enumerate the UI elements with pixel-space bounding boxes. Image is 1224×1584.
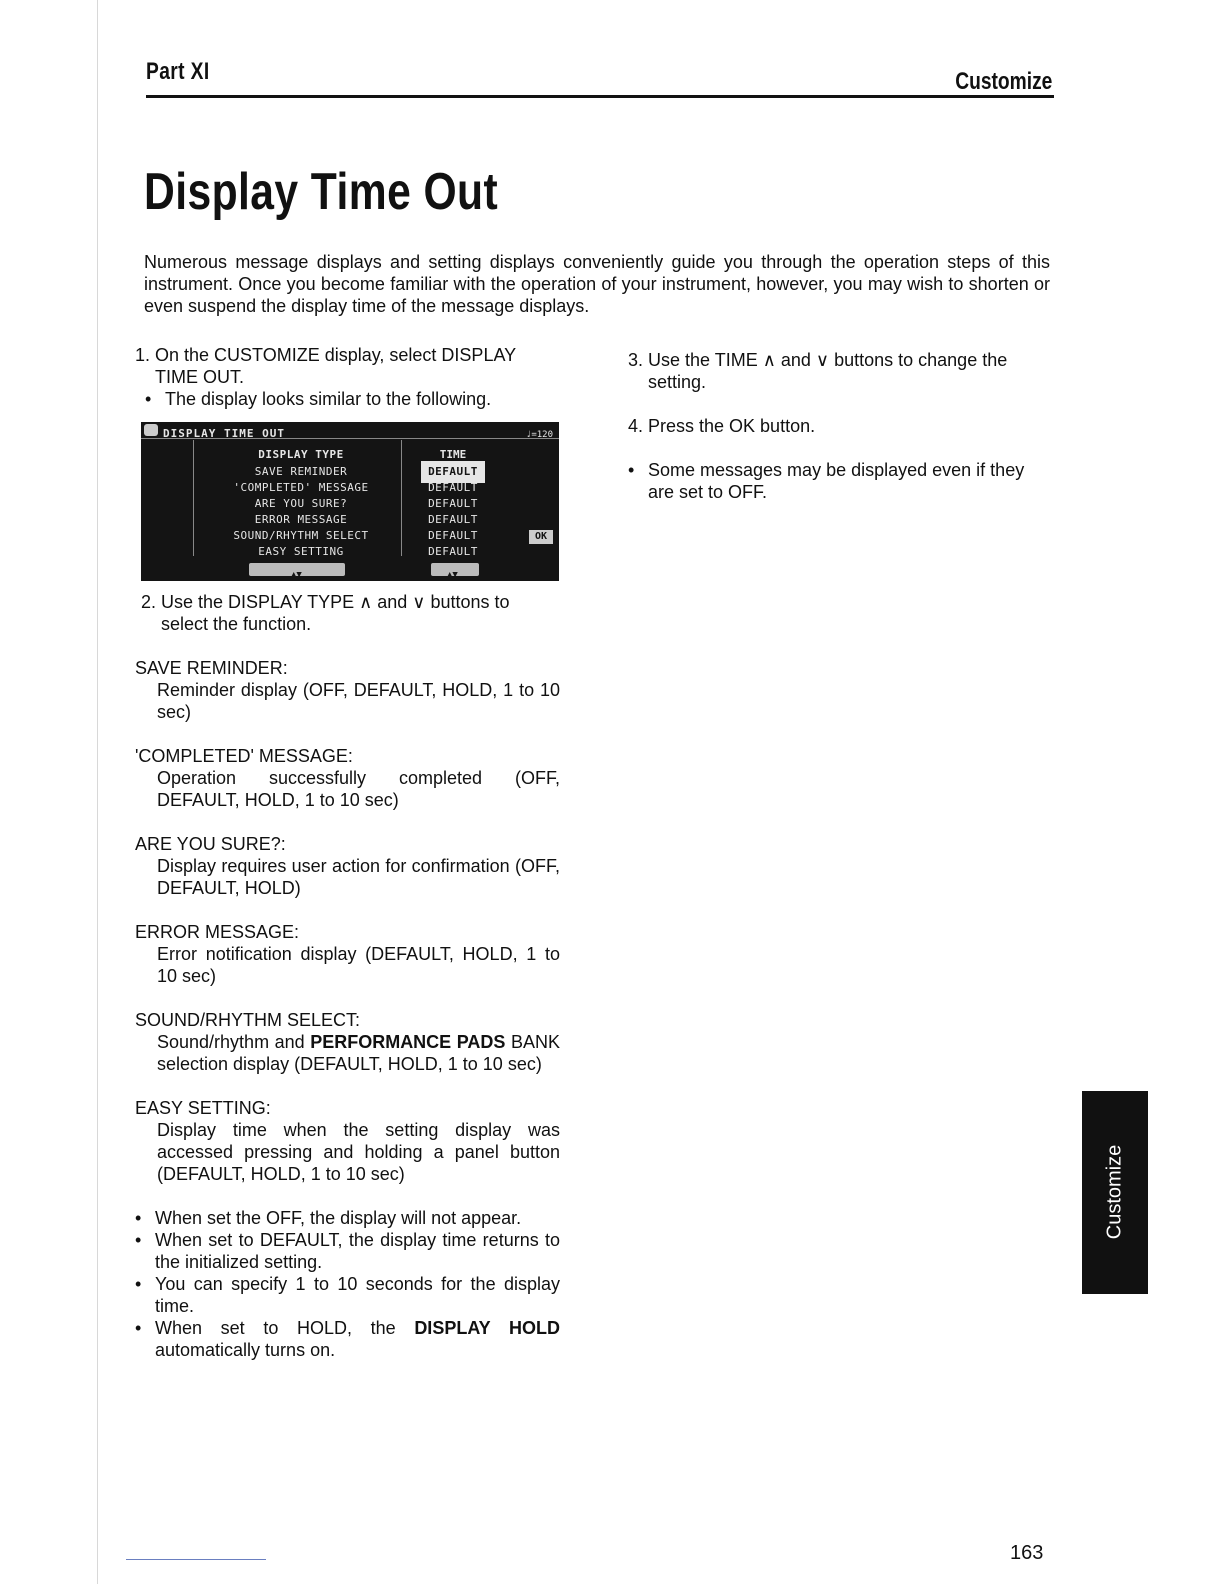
- bullet-mark: •: [135, 1318, 142, 1338]
- lcd-type-item: ERROR MESSAGE: [254, 513, 348, 526]
- lcd-divider: [401, 440, 402, 556]
- page-title: Display Time Out: [144, 163, 499, 221]
- lcd-time-value: DEFAULT: [428, 529, 478, 542]
- note-text: When set the OFF, the display will not appear.: [155, 1208, 522, 1228]
- lcd-title: DISPLAY TIME OUT: [163, 427, 285, 440]
- entry-body-text: Sound/rhythm and: [157, 1032, 311, 1052]
- step-text: Press the OK button.: [648, 416, 816, 436]
- lcd-time-value: DEFAULT: [428, 497, 478, 510]
- lcd-type-item: SAVE REMINDER: [254, 465, 348, 478]
- entry-are-you-sure: [135, 833, 560, 899]
- note-bullet: [135, 1207, 560, 1229]
- lcd-time-value-selected: DEFAULT: [421, 461, 485, 483]
- lcd-type-item: 'COMPLETED' MESSAGE: [233, 481, 369, 494]
- lcd-type-item: ARE YOU SURE?: [254, 497, 348, 510]
- step-text: Use the DISPLAY TYPE ∧ and ∨ buttons to select the function.: [161, 592, 510, 634]
- entry-body: Reminder display (OFF, DEFAULT, HOLD, 1 to 10 sec): [157, 680, 560, 722]
- lcd-time-value: DEFAULT: [428, 481, 478, 494]
- lcd-type-item: EASY SETTING: [258, 545, 344, 558]
- step-number: 3.: [628, 350, 644, 370]
- entry-body-text: BANK selection display (DEFAULT, HOLD, 1 to 10 sec): [157, 1032, 560, 1074]
- note-text: Some messages may be displayed even if they are set to OFF.: [648, 460, 1025, 502]
- left-column: [135, 344, 560, 1361]
- step-text: Use the TIME ∧ and ∨ buttons to change the setting.: [648, 350, 1008, 392]
- lcd-ok-button: OK: [529, 530, 553, 544]
- entry-head: SOUND/RHYTHM SELECT:: [135, 1010, 361, 1030]
- bullet-mark: •: [135, 1208, 142, 1228]
- entry-body: Error notification display (DEFAULT, HOLD, 1 to 10 sec): [157, 944, 560, 986]
- lcd-display-screenshot: [141, 422, 559, 581]
- bullet-text: The display looks similar to the following.: [165, 389, 492, 409]
- step-2: [141, 591, 560, 635]
- entry-sound-rhythm-select: [135, 1009, 560, 1075]
- entry-head: ERROR MESSAGE:: [135, 922, 300, 942]
- entry-head: EASY SETTING:: [135, 1098, 271, 1118]
- entry-completed-message: [135, 745, 560, 811]
- lcd-divider: [193, 440, 194, 556]
- lcd-title-bar: [141, 422, 559, 439]
- lcd-menu-icon: [144, 424, 158, 436]
- lcd-time-header: TIME: [439, 448, 467, 461]
- note-text-part: automatically turns on.: [155, 1340, 336, 1360]
- lcd-time-updown-buttons: [431, 563, 479, 580]
- note-text: [155, 1317, 560, 1361]
- footer-rule: [126, 1559, 266, 1560]
- step-1: [135, 344, 560, 388]
- intro-paragraph: Numerous message displays and setting displays conveniently guide you through the operation steps of this instrument. Once you become familiar with the operation of your instrument, however, you may wish to shorten or even suspend the display time of the message displays.: [144, 252, 1050, 316]
- right-column: [628, 349, 1053, 503]
- entry-error-message: [135, 921, 560, 987]
- note-text-part: When set to HOLD, the: [155, 1318, 415, 1338]
- entry-body-bold: PERFORMANCE PADS: [310, 1032, 506, 1052]
- lcd-time-value: DEFAULT: [428, 545, 478, 558]
- note-bullet: [135, 1273, 560, 1317]
- up-down-arrow-icon: ▲▼: [447, 570, 458, 580]
- step-number: 1.: [135, 345, 151, 365]
- note-bullet: [135, 1317, 560, 1361]
- note-bullet: [628, 459, 1053, 503]
- header-rule: [146, 95, 1054, 98]
- side-tab: [1082, 1091, 1148, 1294]
- note-bullet: [135, 1229, 560, 1273]
- entry-body: Display time when the setting display was accessed pressing and holding a panel button (DEFAULT, HOLD, 1 to 10 sec): [157, 1120, 560, 1184]
- note-text-bold: DISPLAY HOLD: [414, 1318, 560, 1338]
- entry-head: SAVE REMINDER:: [135, 658, 288, 678]
- bullet-mark: •: [145, 389, 152, 409]
- entry-easy-setting: [135, 1097, 560, 1185]
- bullet-mark: •: [135, 1230, 142, 1250]
- lcd-type-item: SOUND/RHYTHM SELECT: [233, 529, 369, 542]
- up-down-arrow-icon: ▲▼: [291, 570, 302, 580]
- entry-body: Display requires user action for confirmation (OFF, DEFAULT, HOLD): [157, 856, 560, 898]
- side-tab-label: Customize: [1103, 1144, 1126, 1240]
- page-margin-line: [97, 0, 98, 1584]
- section-label: Customize: [954, 68, 1052, 95]
- step-text: On the CUSTOMIZE display, select DISPLAY TIME OUT.: [155, 345, 516, 387]
- entry-head: 'COMPLETED' MESSAGE:: [135, 746, 353, 766]
- bullet-mark: •: [135, 1274, 142, 1294]
- entry-body: Operation successfully completed (OFF, DEFAULT, HOLD, 1 to 10 sec): [157, 768, 560, 810]
- step-4: [628, 415, 1053, 437]
- step-number: 2.: [141, 592, 157, 612]
- lcd-time-value: DEFAULT: [428, 513, 478, 526]
- lcd-type-header: DISPLAY TYPE: [258, 448, 344, 461]
- step-3: [628, 349, 1053, 393]
- note-text: You can specify 1 to 10 seconds for the display time.: [155, 1274, 560, 1316]
- bullet-mark: •: [628, 460, 635, 480]
- page-number: 163: [1010, 1542, 1044, 1564]
- note-text: When set to DEFAULT, the display time returns to the initialized setting.: [155, 1230, 560, 1272]
- lcd-tempo: ♩=120: [525, 430, 553, 440]
- step-number: 4.: [628, 416, 644, 436]
- entry-body: [157, 1031, 560, 1075]
- part-label: Part XI: [146, 58, 210, 85]
- lcd-type-updown-buttons: [249, 563, 345, 580]
- entry-save-reminder: [135, 657, 560, 723]
- entry-head: ARE YOU SURE?:: [135, 834, 286, 854]
- step-1-bullet: [145, 388, 560, 410]
